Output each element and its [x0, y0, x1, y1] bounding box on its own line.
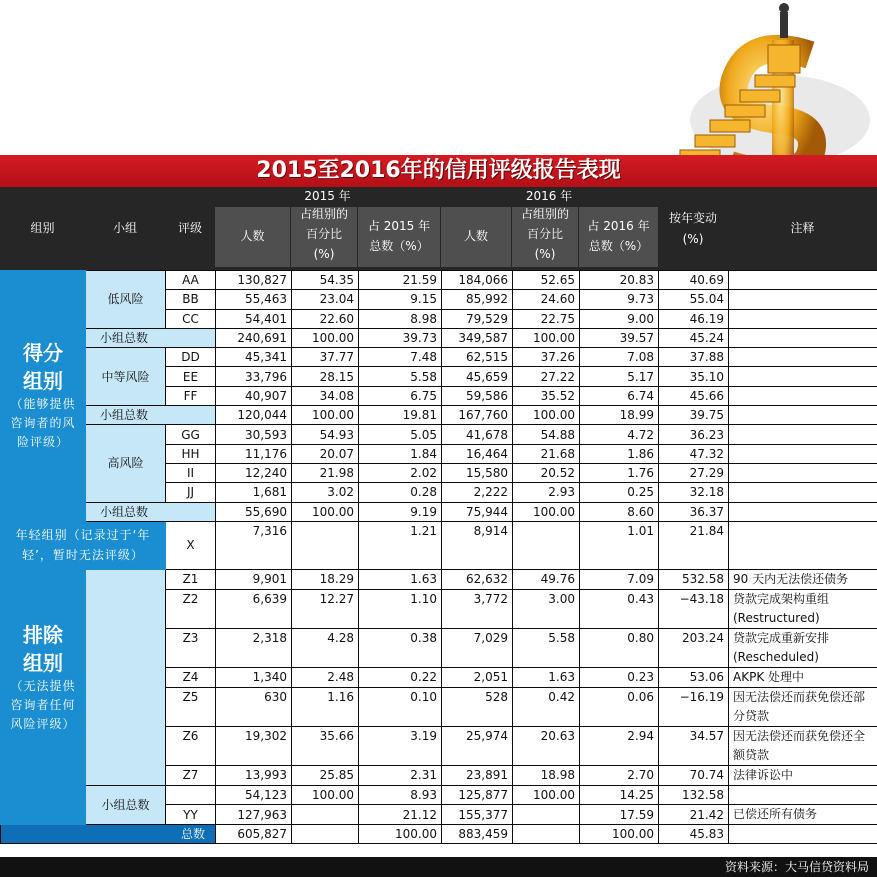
table-cell: 883,459: [442, 825, 513, 844]
table-row: [1, 406, 877, 425]
table-cell: 贷款完成重新安排 (Rescheduled): [729, 628, 877, 667]
table-cell: [729, 785, 877, 804]
table-cell: 9.15: [359, 290, 442, 309]
table-row: [1, 785, 877, 804]
table-cell: 46.19: [659, 309, 729, 328]
table-cell: 54.88: [513, 425, 580, 444]
subtotal-label: 小组总数: [86, 785, 166, 824]
table-cell: 1.10: [359, 589, 442, 628]
table-cell: 27.22: [513, 367, 580, 386]
table-cell: 52.65: [513, 271, 580, 290]
table-cell: 90 天内无法偿还债务: [729, 569, 877, 589]
table-cell: 0.25: [580, 483, 659, 502]
table-cell: 34.08: [292, 386, 359, 405]
table-cell: 28.15: [292, 367, 359, 386]
table-cell: 100.00: [292, 406, 359, 425]
header-rating: 评级: [177, 221, 202, 235]
credit-report-table: [0, 270, 877, 844]
table-cell: 45,341: [216, 348, 292, 367]
table-cell: 20.07: [292, 444, 359, 463]
total-label: 总数: [1, 825, 216, 844]
table-cell: 22.60: [292, 309, 359, 328]
table-cell: 45.24: [659, 328, 729, 347]
table-cell: [513, 825, 580, 844]
young-group-label: 年轻组别（记录过于‘年轻’，暂时无法评级）: [1, 521, 166, 569]
table-cell: 55,690: [216, 502, 292, 521]
table-cell: 21.84: [659, 521, 729, 569]
table-cell: 55,463: [216, 290, 292, 309]
table-cell: [292, 825, 359, 844]
table-cell: GG: [166, 425, 216, 444]
table-cell: 0.42: [513, 687, 580, 726]
table-cell: 1,340: [216, 667, 292, 687]
table-cell: 20.63: [513, 726, 580, 765]
table-cell: 5.58: [513, 628, 580, 667]
table-cell: 1,681: [216, 483, 292, 502]
table-cell: AA: [166, 271, 216, 290]
table-cell: 6,639: [216, 589, 292, 628]
header-count-2016: 人数: [441, 207, 511, 267]
table-cell: 2.48: [292, 667, 359, 687]
header-group: 组别: [30, 221, 55, 235]
table-cell: 2.02: [359, 463, 442, 482]
table-cell: 1.16: [292, 687, 359, 726]
table-cell: 4.72: [580, 425, 659, 444]
table-cell: 14.25: [580, 785, 659, 804]
table-cell: 35.66: [292, 726, 359, 765]
table-cell: 59,586: [442, 386, 513, 405]
table-cell: 132.58: [659, 785, 729, 804]
header-year-2016: 2016 年: [525, 189, 573, 203]
table-cell: X: [166, 521, 216, 569]
header-notes: 注释: [790, 221, 815, 235]
table-cell: 41,678: [442, 425, 513, 444]
table-cell: 45,659: [442, 367, 513, 386]
table-cell: 2.31: [359, 765, 442, 785]
subtotal-label: 小组总数: [86, 502, 216, 521]
table-cell: FF: [166, 386, 216, 405]
subgroup-low-risk: 低风险: [86, 271, 166, 329]
table-row: [1, 328, 877, 347]
header-pct-total-2015: 占 2015 年 总数（%）: [358, 207, 440, 267]
table-cell: 8.60: [580, 502, 659, 521]
table-cell: 9,901: [216, 569, 292, 589]
table-cell: EE: [166, 367, 216, 386]
table-cell: Z2: [166, 589, 216, 628]
table-cell: [513, 805, 580, 825]
table-cell: [729, 425, 877, 444]
table-cell: 100.00: [513, 502, 580, 521]
table-cell: 349,587: [442, 328, 513, 347]
table-cell: JJ: [166, 483, 216, 502]
table-cell: 0.38: [359, 628, 442, 667]
table-cell: 0.22: [359, 667, 442, 687]
table-cell: 40.69: [659, 271, 729, 290]
table-cell: 35.10: [659, 367, 729, 386]
table-cell: 35.52: [513, 386, 580, 405]
table-cell: 27.29: [659, 463, 729, 482]
table-cell: 20.83: [580, 271, 659, 290]
table-cell: 0.06: [580, 687, 659, 726]
table-cell: 54,401: [216, 309, 292, 328]
header-pct-group-2015: 占组别的 百分比 (%): [291, 207, 357, 267]
table-cell: 已偿还所有债务: [729, 805, 877, 825]
table-cell: 36.37: [659, 502, 729, 521]
table-cell: 24.60: [513, 290, 580, 309]
table-cell: II: [166, 463, 216, 482]
table-cell: 47.32: [659, 444, 729, 463]
table-cell: 33,796: [216, 367, 292, 386]
table-cell: 12,240: [216, 463, 292, 482]
table-cell: BB: [166, 290, 216, 309]
table-cell: [513, 521, 580, 569]
table-cell: [729, 825, 877, 844]
table-cell: 100.00: [580, 825, 659, 844]
table-cell: 19.81: [359, 406, 442, 425]
table-cell: HH: [166, 444, 216, 463]
table-cell: 130,827: [216, 271, 292, 290]
table-cell: 18.99: [580, 406, 659, 425]
table-cell: 20.52: [513, 463, 580, 482]
table-cell: [729, 309, 877, 328]
page-title: 2015至2016年的信用评级报告表现: [256, 158, 621, 183]
table-cell: 39.73: [359, 328, 442, 347]
table-cell: 203.24: [659, 628, 729, 667]
table-cell: [729, 502, 877, 521]
table-row: [1, 425, 877, 444]
table-row: [1, 348, 877, 367]
table-cell: 54,123: [216, 785, 292, 804]
table-cell: 3.00: [513, 589, 580, 628]
table-cell: 7,029: [442, 628, 513, 667]
table-cell: 34.57: [659, 726, 729, 765]
table-cell: 8.93: [359, 785, 442, 804]
table-cell: 85,992: [442, 290, 513, 309]
subgroup-mid-risk: 中等风险: [86, 348, 166, 406]
table-cell: [729, 444, 877, 463]
table-cell: [729, 521, 877, 569]
table-cell: CC: [166, 309, 216, 328]
table-cell: 100.00: [513, 328, 580, 347]
header-pct-total-2016: 占 2016 年 总数（%）: [579, 207, 658, 267]
table-cell: Z1: [166, 569, 216, 589]
table-cell: 70.74: [659, 765, 729, 785]
table-cell: 7.08: [580, 348, 659, 367]
table-cell: 5.17: [580, 367, 659, 386]
table-cell: 6.75: [359, 386, 442, 405]
table-cell: 0.43: [580, 589, 659, 628]
table-cell: [166, 785, 216, 804]
table-cell: 23.04: [292, 290, 359, 309]
table-cell: 240,691: [216, 328, 292, 347]
table-cell: 2.94: [580, 726, 659, 765]
header-year-2015: 2015 年: [304, 189, 351, 203]
table-cell: 17.59: [580, 805, 659, 825]
table-cell: 25.85: [292, 765, 359, 785]
table-cell: Z6: [166, 726, 216, 765]
table-cell: 53.06: [659, 667, 729, 687]
table-cell: 5.58: [359, 367, 442, 386]
table-cell: 1.76: [580, 463, 659, 482]
table-cell: 32.18: [659, 483, 729, 502]
table-cell: [729, 386, 877, 405]
table-cell: 37.88: [659, 348, 729, 367]
table-cell: [729, 328, 877, 347]
table-cell: 1.84: [359, 444, 442, 463]
table-cell: 55.04: [659, 290, 729, 309]
table-row: [1, 271, 877, 290]
table-row: [1, 569, 877, 589]
table-row-total: [1, 825, 877, 844]
table-cell: 9.00: [580, 309, 659, 328]
table-cell: 3.02: [292, 483, 359, 502]
table-cell: 37.26: [513, 348, 580, 367]
header-subgroup: 小组: [112, 221, 137, 235]
table-cell: YY: [166, 805, 216, 825]
table-cell: 36.23: [659, 425, 729, 444]
table-cell: 100.00: [292, 328, 359, 347]
table-cell: 528: [442, 687, 513, 726]
table-header: [0, 187, 877, 270]
table-cell: 630: [216, 687, 292, 726]
header-yoy: 按年变动 (%): [668, 211, 717, 246]
table-cell: 18.29: [292, 569, 359, 589]
table-row: [1, 502, 877, 521]
table-cell: 3.19: [359, 726, 442, 765]
table-cell: 39.75: [659, 406, 729, 425]
table-cell: 因无法偿还而获免偿还部分贷款: [729, 687, 877, 726]
table-cell: 1.86: [580, 444, 659, 463]
table-cell: 100.00: [513, 406, 580, 425]
table-cell: 11,176: [216, 444, 292, 463]
table-cell: 22.75: [513, 309, 580, 328]
table-cell: Z4: [166, 667, 216, 687]
table-cell: 7.09: [580, 569, 659, 589]
table-cell: 2,051: [442, 667, 513, 687]
table-cell: 2.70: [580, 765, 659, 785]
header-pct-group-2016: 占组别的 百分比 (%): [512, 207, 578, 267]
table-cell: [729, 271, 877, 290]
table-cell: 37.77: [292, 348, 359, 367]
table-cell: 8.98: [359, 309, 442, 328]
table-cell: 62,632: [442, 569, 513, 589]
table-cell: 45.83: [659, 825, 729, 844]
table-cell: 100.00: [292, 502, 359, 521]
table-cell: 12.27: [292, 589, 359, 628]
table-cell: 1.63: [359, 569, 442, 589]
table-cell: 100.00: [292, 785, 359, 804]
table-cell: 6.74: [580, 386, 659, 405]
table-cell: 21.98: [292, 463, 359, 482]
table-cell: 184,066: [442, 271, 513, 290]
table-cell: 9.73: [580, 290, 659, 309]
subgroup-high-risk: 高风险: [86, 425, 166, 502]
table-cell: −43.18: [659, 589, 729, 628]
table-cell: [729, 348, 877, 367]
table-cell: 0.23: [580, 667, 659, 687]
scored-group-label: 得分 组别 （能够提供咨询者的风险评级）: [1, 271, 86, 522]
table-cell: 30,593: [216, 425, 292, 444]
table-cell: 4.28: [292, 628, 359, 667]
table-cell: Z7: [166, 765, 216, 785]
table-cell: 1.63: [513, 667, 580, 687]
table-cell: 1.21: [359, 521, 442, 569]
table-cell: 2,222: [442, 483, 513, 502]
table-cell: [292, 521, 359, 569]
header-count-2015: 人数: [215, 207, 290, 267]
table-cell: 39.57: [580, 328, 659, 347]
table-cell: [729, 463, 877, 482]
table-cell: Z5: [166, 687, 216, 726]
table-cell: 54.35: [292, 271, 359, 290]
subtotal-label: 小组总数: [86, 406, 216, 425]
table-cell: 23,891: [442, 765, 513, 785]
table-cell: 因无法偿还而获免偿还全额贷款: [729, 726, 877, 765]
table-cell: 5.05: [359, 425, 442, 444]
table-row: [1, 521, 877, 569]
table-cell: 167,760: [442, 406, 513, 425]
table-cell: AKPK 处理中: [729, 667, 877, 687]
table-cell: [729, 290, 877, 309]
table-cell: 2.93: [513, 483, 580, 502]
table-cell: 2,318: [216, 628, 292, 667]
table-cell: 21.68: [513, 444, 580, 463]
table-cell: 8,914: [442, 521, 513, 569]
table-cell: Z3: [166, 628, 216, 667]
table-cell: [292, 805, 359, 825]
table-cell: 25,974: [442, 726, 513, 765]
table-cell: −16.19: [659, 687, 729, 726]
table-cell: 155,377: [442, 805, 513, 825]
table-cell: 7,316: [216, 521, 292, 569]
table-cell: DD: [166, 348, 216, 367]
excluded-group-label: 排除 组别 （无法提供咨询者任何风险评级）: [1, 569, 86, 785]
table-cell: 7.48: [359, 348, 442, 367]
table-cell: 100.00: [513, 785, 580, 804]
table-cell: 21.42: [659, 805, 729, 825]
table-cell: 532.58: [659, 569, 729, 589]
table-cell: 40,907: [216, 386, 292, 405]
title-bar: [0, 155, 877, 187]
table-cell: 3,772: [442, 589, 513, 628]
table-cell: 125,877: [442, 785, 513, 804]
table-cell: [729, 483, 877, 502]
subtotal-label: 小组总数: [86, 328, 216, 347]
table-cell: 21.59: [359, 271, 442, 290]
table-cell: 100.00: [359, 825, 442, 844]
table-cell: 16,464: [442, 444, 513, 463]
table-cell: 1.01: [580, 521, 659, 569]
excluded-subgroup-blank: [86, 569, 166, 785]
table-cell: 0.80: [580, 628, 659, 667]
source-footer: 资料来源：大马信贷资料局: [0, 857, 877, 877]
table-cell: 45.66: [659, 386, 729, 405]
table-cell: 605,827: [216, 825, 292, 844]
table-cell: [729, 406, 877, 425]
table-cell: 0.28: [359, 483, 442, 502]
table-cell: 127,963: [216, 805, 292, 825]
table-cell: 19,302: [216, 726, 292, 765]
table-cell: 18.98: [513, 765, 580, 785]
table-cell: 21.12: [359, 805, 442, 825]
table-cell: 15,580: [442, 463, 513, 482]
table-cell: 62,515: [442, 348, 513, 367]
table-cell: 贷款完成架构重组 (Restructured): [729, 589, 877, 628]
table-cell: 法律诉讼中: [729, 765, 877, 785]
table-cell: 120,044: [216, 406, 292, 425]
table-cell: 9.19: [359, 502, 442, 521]
table-cell: 13,993: [216, 765, 292, 785]
table-cell: [729, 367, 877, 386]
excluded-group-blank: [1, 785, 86, 824]
table-cell: 49.76: [513, 569, 580, 589]
table-cell: 79,529: [442, 309, 513, 328]
table-cell: 75,944: [442, 502, 513, 521]
table-cell: 54.93: [292, 425, 359, 444]
table-cell: 0.10: [359, 687, 442, 726]
